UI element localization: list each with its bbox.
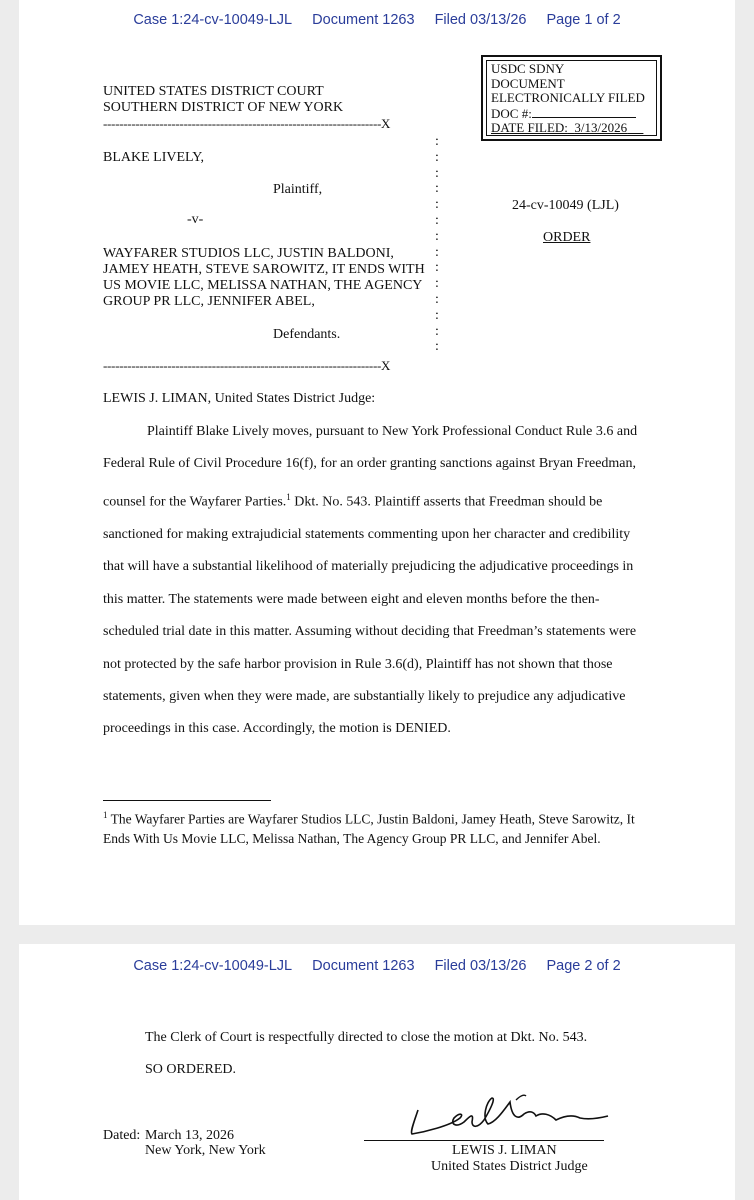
ecf-header xyxy=(19,12,735,28)
stamp-doc-number: DOC #: xyxy=(491,106,652,122)
stamp-line-2: DOCUMENT xyxy=(491,75,565,91)
caption-colon: : xyxy=(435,308,439,323)
signature-line xyxy=(364,1140,604,1141)
header-case: Case 1:24-cv-10049-LJL xyxy=(133,12,293,28)
caption-colon: : xyxy=(435,229,439,244)
page-2 xyxy=(19,944,735,1200)
versus: -v- xyxy=(187,212,204,227)
clerk-direction: The Clerk of Court is respectfully directed to close the motion at Dkt. No. 543. xyxy=(145,1030,588,1045)
header-filed: Filed 03/13/26 xyxy=(434,12,527,28)
header-page: Page 1 of 2 xyxy=(546,12,621,28)
defendants-role: Defendants. xyxy=(273,327,341,342)
caption-colon: : xyxy=(435,213,439,228)
header-filed: Filed 03/13/26 xyxy=(434,958,527,974)
dated-label: Dated: xyxy=(103,1128,141,1143)
signer-name: LEWIS J. LIMAN xyxy=(452,1143,557,1158)
caption-colon: : xyxy=(435,197,439,212)
caption-colon: : xyxy=(435,166,439,181)
plaintiff-role: Plaintiff, xyxy=(273,182,323,197)
caption-rule-bottom: ---------------------------------------------------------------------X xyxy=(103,358,391,373)
plaintiff-name: BLAKE LIVELY, xyxy=(103,150,204,165)
stamp-date-filed: DATE FILED: 3/13/2026 xyxy=(491,120,628,135)
caption-colon: : xyxy=(435,260,439,275)
caption-colon: : xyxy=(435,150,439,165)
header-case: Case 1:24-cv-10049-LJL xyxy=(133,958,293,974)
judge-heading: LEWIS J. LIMAN, United States District Judge: xyxy=(103,391,376,406)
ecf-header-page-2 xyxy=(19,958,735,974)
defendants-list: WAYFARER STUDIOS LLC, JUSTIN BALDONI, JAMEY HEATH, STEVE SAROWITZ, IT ENDS WITH US MOVIE LLC, MELISSA NATHAN, THE AGENCY GROUP PR LLC, JENNIFER ABEL, xyxy=(103,246,425,309)
case-number: 24-cv-10049 (LJL) xyxy=(512,198,619,213)
caption-colon: : xyxy=(435,324,439,339)
stamp-line-3: ELECTRONICALLY FILED xyxy=(491,90,645,105)
order-title: ORDER xyxy=(543,230,591,245)
caption-rule-top: ---------------------------------------------------------------------X xyxy=(103,116,391,131)
header-document: Document 1263 xyxy=(312,12,415,28)
stamp-line-1: USDC SDNY xyxy=(491,61,565,76)
caption-colon: : xyxy=(435,276,439,291)
order-date: March 13, 2026 xyxy=(145,1128,235,1143)
caption-colon: : xyxy=(435,292,439,307)
order-body-paragraph: Plaintiff Blake Lively moves, pursuant to New York Professional Conduct Rule 3.6 and Federal Rule of Civil Procedure 16(f), for an order granting sanctions against Bryan Freedman, counsel for the Wayfarer Parties.$^1$ Dkt. No. 543. Plaintiff asserts that Freedman should be sanctioned for making extrajudicial statements commenting upon her character and credibility that will have a substantial likelihood of materially prejudicing the adjudicative proceedings in this matter. The statements were made between eight and eleven months before the then-scheduled trial date in this matter. Assuming without deciding that Freedman’s statements were not protected by the safe harbor provision in Rule 3.6(d), Plaintiff has not shown that those statements, given when they were made, are substantially likely to prejudice any adjudicative proceedings in this case. Accordingly, the motion is DENIED. xyxy=(103,424,638,737)
footnote-reference: 1 xyxy=(286,491,291,502)
caption-colon: : xyxy=(435,181,439,196)
court-name: UNITED STATES DISTRICT COURT SOUTHERN DISTRICT OF NEW YORK xyxy=(103,84,344,115)
footnote-1: $^1$ The Wayfarer Parties are Wayfarer Studios LLC, Justin Baldoni, Jamey Heath, Steve Sarowitz, It Ends With Us Movie LLC, Melissa Nathan, The Agency Group PR LLC, and Jennifer Abel. xyxy=(103,810,635,846)
signer-title: United States District Judge xyxy=(431,1159,588,1174)
footnote-rule xyxy=(103,800,271,801)
filing-stamp xyxy=(481,55,662,141)
caption-colon: : xyxy=(435,339,439,354)
caption-colon: : xyxy=(435,134,439,149)
page-1 xyxy=(19,0,735,925)
so-ordered: SO ORDERED. xyxy=(145,1062,237,1077)
caption-colon: : xyxy=(435,245,439,260)
judge-signature xyxy=(400,1088,620,1140)
order-place: New York, New York xyxy=(145,1143,266,1158)
header-document: Document 1263 xyxy=(312,958,415,974)
header-page: Page 2 of 2 xyxy=(546,958,621,974)
